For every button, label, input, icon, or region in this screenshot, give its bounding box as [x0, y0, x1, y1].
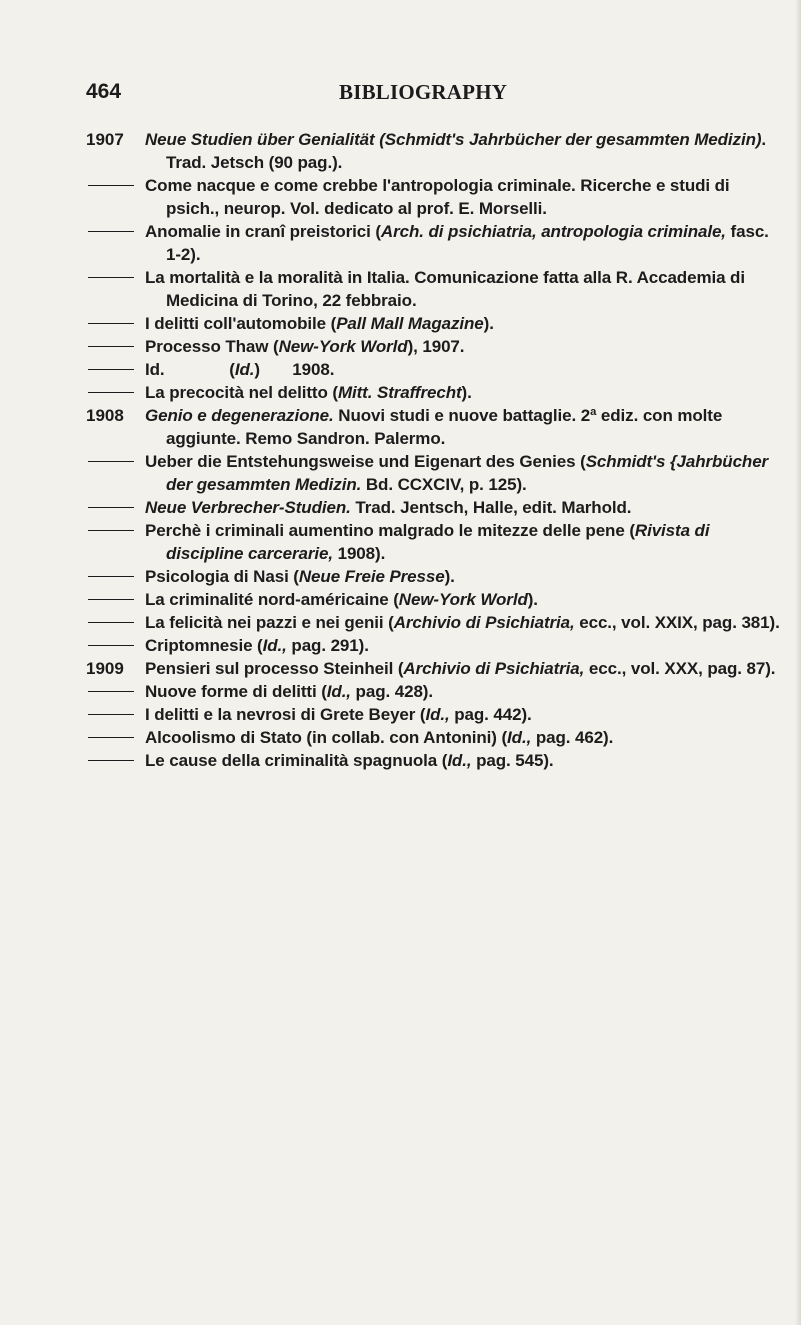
entry-text-part: Processo Thaw (	[145, 337, 279, 356]
entry-title-italic: Genio e degenerazione.	[145, 406, 334, 425]
entry-text	[145, 128, 784, 174]
entry-text	[145, 565, 784, 588]
entry-text-part: Come nacque e come crebbe l'antropologia criminale. Ricerche e studi di psich., neurop. Vol. dedicato al prof. E. Morselli.	[145, 176, 735, 218]
entry-title-italic: Rivista di discipline carcerarie,	[166, 521, 715, 563]
ditto-dash	[88, 507, 134, 508]
entry-text-part: Perchè i criminali aumentino malgrado le mitezze delle pene (	[145, 521, 635, 540]
bibliography-entry	[0, 565, 801, 588]
entry-title-italic: Mitt. Straffrecht	[337, 383, 462, 402]
entry-text-part: Id. (	[145, 360, 235, 379]
bibliography-entry	[0, 588, 801, 611]
entry-text-part: La mortalità e la moralità in Italia. Comunicazione fatta alla R. Accademia di Medicina di Torino, 22 febbraio.	[145, 268, 750, 310]
bibliography-entry	[0, 358, 801, 381]
entry-text-part: La criminalité nord-américaine (	[145, 590, 399, 609]
entry-text-part: La precocità nel delitto (	[145, 383, 338, 402]
entry-title-italic: Id.,	[447, 751, 472, 770]
entry-year: 1909	[86, 659, 124, 678]
entry-text-part: fasc. 1-2).	[166, 222, 774, 264]
ditto-dash	[88, 760, 134, 761]
bibliography-entry	[0, 749, 801, 772]
entry-text	[145, 657, 784, 680]
bibliography-entry	[0, 312, 801, 335]
entry-title-italic: Archivio di Psichiatria,	[393, 613, 575, 632]
entry-text-part: pag. 428).	[350, 682, 433, 701]
entry-text	[145, 611, 784, 634]
entry-text-part: ).	[461, 383, 472, 402]
entry-text-part: ecc., vol. XXIX, pag. 381).	[574, 613, 780, 632]
bibliography-entry	[0, 496, 801, 519]
ditto-dash	[88, 645, 134, 646]
bibliography-entry	[0, 128, 801, 174]
entry-text-part: La felicità nei pazzi e nei genii (	[145, 613, 394, 632]
entry-text	[145, 404, 784, 450]
running-head: BIBLIOGRAPHY	[339, 80, 508, 104]
bibliography-entry	[0, 726, 801, 749]
ditto-dash	[88, 622, 134, 623]
entry-title-italic: New-York World	[278, 337, 408, 356]
entry-text-part: pag. 545).	[471, 751, 554, 770]
page-edge	[795, 0, 801, 1325]
ditto-dash	[88, 714, 134, 715]
bibliography-entry	[0, 335, 801, 358]
bibliography-entry	[0, 680, 801, 703]
entry-text-part: ecc., vol. XXX, pag. 87).	[584, 659, 776, 678]
page-number: 464	[86, 80, 122, 103]
bibliography-entry	[0, 519, 801, 565]
ditto-dash	[88, 346, 134, 347]
bibliography-entry	[0, 404, 801, 450]
bibliography-entry	[0, 634, 801, 657]
entry-text-part: ).	[483, 314, 494, 333]
entry-text-part: Bd. CCXCIV, p. 125).	[361, 475, 527, 494]
ditto-dash	[88, 737, 134, 738]
entry-text	[145, 358, 784, 381]
bibliography-entry	[0, 220, 801, 266]
entry-title-italic: Id.,	[507, 728, 532, 747]
entry-text	[145, 680, 784, 703]
ditto-dash	[88, 461, 134, 462]
entry-text-part: Nuovi studi e nuove battaglie. 2ª ediz. con molte aggiunte. Remo Sandron. Palermo.	[166, 406, 727, 448]
entry-text-part: . Trad. Jetsch (90 pag.).	[166, 130, 771, 172]
entry-title-italic: Id.,	[262, 636, 287, 655]
entry-text-part: 1908).	[332, 544, 386, 563]
entry-text-part: Anomalie in cranî preistorici (	[145, 222, 381, 241]
bibliography-list	[0, 128, 801, 772]
entry-text	[145, 266, 784, 312]
bibliography-entry	[0, 450, 801, 496]
entry-text	[145, 749, 784, 772]
bibliography-entry	[0, 381, 801, 404]
ditto-dash	[88, 392, 134, 393]
entry-text-part: Nuove forme di delitti (	[145, 682, 327, 701]
entry-title-italic: Schmidt's {Jahrbücher der gesammten Medizin.	[166, 452, 773, 494]
entry-title-italic: Id.	[234, 360, 255, 379]
entry-title-italic: New-York World	[398, 590, 528, 609]
entry-text-part: Alcoolismo di Stato (in collab. con Antonini) (	[145, 728, 508, 747]
entry-text-part: ) 1908.	[254, 360, 335, 379]
entry-year: 1908	[86, 406, 124, 425]
entry-title-italic: Neue Freie Presse	[298, 567, 445, 586]
entry-title-italic: Archivio di Psichiatria,	[403, 659, 585, 678]
entry-text-part: ), 1907.	[407, 337, 465, 356]
entry-text-part: pag. 462).	[531, 728, 614, 747]
entry-title-italic: Id.,	[326, 682, 351, 701]
ditto-dash	[88, 599, 134, 600]
entry-text-part: pag. 291).	[286, 636, 369, 655]
entry-title-italic: Id.,	[425, 705, 450, 724]
entry-year: 1907	[86, 130, 124, 149]
entry-text	[145, 381, 784, 404]
page-header	[0, 80, 801, 110]
ditto-dash	[88, 576, 134, 577]
bibliography-entry	[0, 703, 801, 726]
entry-text-part: Ueber die Entstehungsweise und Eigenart des Genies (	[145, 452, 586, 471]
entry-text-part: Criptomnesie (	[145, 636, 263, 655]
ditto-dash	[88, 691, 134, 692]
ditto-dash	[88, 277, 134, 278]
entry-title-italic: Pall Mall Magazine	[336, 314, 484, 333]
entry-text	[145, 588, 784, 611]
entry-text	[145, 519, 784, 565]
entry-title-italic: Arch. di psichiatria, antropologia criminale,	[380, 222, 726, 241]
entry-text-part: ).	[527, 590, 538, 609]
bibliography-entry	[0, 266, 801, 312]
entry-text	[145, 220, 784, 266]
ditto-dash	[88, 369, 134, 370]
entry-text	[145, 634, 784, 657]
entry-text	[145, 726, 784, 749]
ditto-dash	[88, 231, 134, 232]
entry-text-part: Trad. Jentsch, Halle, edit. Marhold.	[350, 498, 632, 517]
entry-text	[145, 450, 784, 496]
ditto-dash	[88, 185, 134, 186]
entry-text-part: Pensieri sul processo Steinheil (	[145, 659, 404, 678]
bibliography-entry	[0, 611, 801, 634]
entry-text-part: Le cause della criminalità spagnuola (	[145, 751, 448, 770]
bibliography-entry	[0, 174, 801, 220]
entry-text-part: ).	[444, 567, 455, 586]
entry-text	[145, 703, 784, 726]
entry-text	[145, 335, 784, 358]
entry-text	[145, 174, 784, 220]
entry-text-part: Psicologia di Nasi (	[145, 567, 299, 586]
entry-text-part: I delitti coll'automobile (	[145, 314, 337, 333]
entry-text	[145, 496, 784, 519]
entry-text-part: pag. 442).	[449, 705, 532, 724]
bibliography-entry	[0, 657, 801, 680]
entry-text	[145, 312, 784, 335]
ditto-dash	[88, 530, 134, 531]
entry-title-italic: Neue Verbrecher-Studien.	[145, 498, 351, 517]
entry-text-part: I delitti e la nevrosi di Grete Beyer (	[145, 705, 426, 724]
ditto-dash	[88, 323, 134, 324]
entry-title-italic: Neue Studien über Genialität (Schmidt's Jahrbücher der gesammten Medizin)	[145, 130, 762, 149]
